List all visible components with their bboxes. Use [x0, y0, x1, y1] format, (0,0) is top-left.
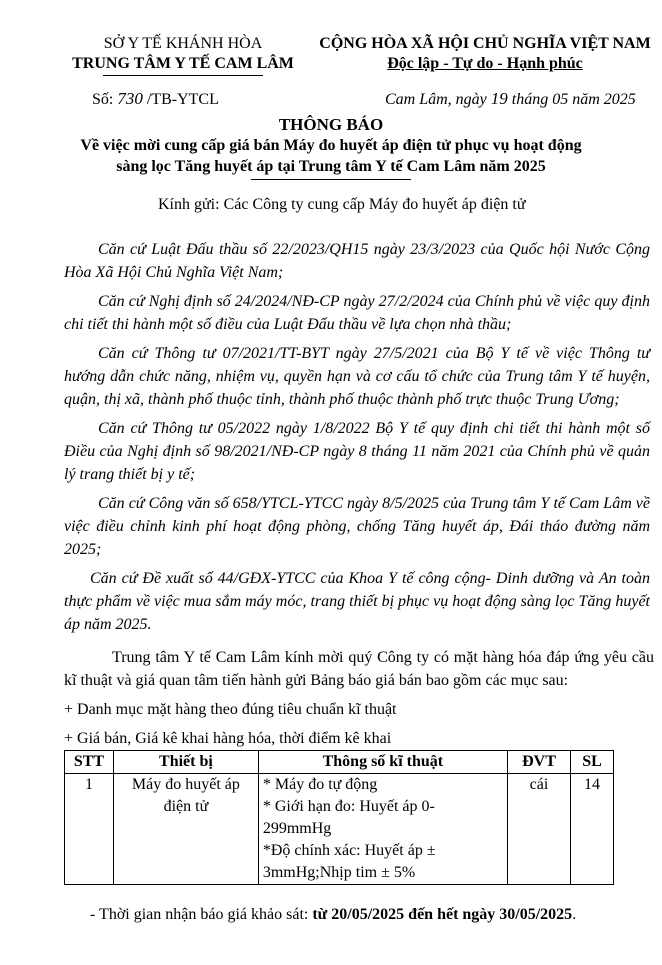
column-header: Thiết bị — [113, 751, 258, 774]
motto: Độc lập - Tự do - Hạnh phúc — [387, 55, 583, 72]
equipment-table — [64, 750, 614, 885]
table-row — [65, 774, 614, 885]
document-date: Cam Lâm, ngày 19 tháng 05 năm 2025 — [385, 89, 636, 108]
legal-basis: Căn cứ Công văn số 658/YTCL-YTCC ngày 8/5/2025 của Trung tâm Y tế Cam Lâm về việc điều chỉnh kinh phí hoạt động phòng, chống Tăng huyết áp, Đái tháo đường năm 2025; — [64, 495, 650, 558]
list-item: + Danh mục mặt hàng theo đúng tiêu chuẩn kĩ thuật — [64, 701, 397, 718]
column-header: ĐVT — [507, 751, 570, 774]
legal-basis: Căn cứ Thông tư 05/2022 ngày 1/8/2022 Bộ Y tế quy định chi tiết thi hành một số Điều của Nghị định số 98/2021/NĐ-CP ngày 8 tháng 11 năm 2021 của Chính phủ về quản lý trang thiết bị y tế; — [64, 420, 650, 483]
legal-bases — [64, 238, 650, 636]
column-header: Thông số kĩ thuật — [258, 751, 507, 774]
agency-underline — [103, 75, 263, 76]
legal-basis: Căn cứ Luật Đấu thầu số 22/2023/QH15 ngày 23/3/2023 của Quốc hội Nước Cộng Hòa Xã Hội Chủ Nghĩa Việt Nam; — [64, 241, 650, 281]
national-header — [318, 34, 652, 74]
invitation-block — [64, 646, 654, 750]
list-item: + Giá bán, Giá kê khai hàng hóa, thời điểm kê khai — [64, 730, 392, 747]
cell-device: Máy đo huyết áp điện tử — [113, 774, 258, 885]
legal-basis: Căn cứ Đề xuất số 44/GĐX-YTCC của Khoa Y tế công cộng- Dinh dưỡng và An toàn thực phẩm về việc mua sắm máy móc, trang thiết bị phục vụ hoạt động sàng lọc Tăng huyết áp năm 2025. — [64, 570, 650, 633]
cell-unit: cái — [507, 774, 570, 885]
document-subject: Về việc mời cung cấp giá bán Máy đo huyết áp điện tử phục vụ hoạt động sàng lọc Tăng huyết áp tại Trung tâm Y tế Cam Lâm năm 2025 — [20, 135, 642, 180]
document-title: THÔNG BÁO — [278, 115, 384, 134]
recipient-line: Kính gửi: Các Công ty cung cấp Máy đo huyết áp điện tử — [158, 196, 526, 213]
country-name: CỘNG HÒA XÃ HỘI CHỦ NGHĨA VIỆT NAM — [319, 35, 651, 52]
document-number: Số: 730 /TB-YTCL — [92, 89, 219, 108]
cell-specs: * Máy đo tự động * Giới hạn đo: Huyết áp 0-299mmHg *Độ chính xác: Huyết áp ± 3mmHg;Nhịp tim ± 5% — [258, 774, 507, 885]
cell-stt: 1 — [65, 774, 114, 885]
parent-agency: SỞ Y TẾ KHÁNH HÒA — [103, 35, 263, 52]
table-header-row — [65, 751, 614, 774]
deadline-value: từ 20/05/2025 đến hết ngày 30/05/2025 — [312, 906, 573, 923]
column-header: STT — [65, 751, 114, 774]
cell-qty: 14 — [571, 774, 614, 885]
agency-name: TRUNG TÂM Y TẾ CAM LÂM — [72, 55, 294, 72]
agency-header — [68, 34, 298, 76]
invitation-text: Trung tâm Y tế Cam Lâm kính mời quý Công ty có mặt hàng hóa đáp ứng yêu cầu kĩ thuật và giá quan tâm tiến hành gửi Bảng báo giá bán bao gồm các mục sau: — [64, 649, 654, 689]
deadline-line: - Thời gian nhận báo giá khảo sát: từ 20/05/2025 đến hết ngày 30/05/2025. — [90, 906, 577, 923]
legal-basis: Căn cứ Nghị định số 24/2024/NĐ-CP ngày 27/2/2024 của Chính phủ về việc quy định chi tiết thi hành một số điều của Luật Đấu thầu về lựa chọn nhà thầu; — [64, 293, 650, 333]
legal-basis: Căn cứ Thông tư 07/2021/TT-BYT ngày 27/5/2021 của Bộ Y tế về việc Thông tư hướng dẫn chức năng, nhiệm vụ, quyền hạn và cơ cấu tổ chức của Trung tâm Y tế huyện, quận, thị xã, thành phố thuộc tỉnh, thành phố thuộc thành phố trực thuộc Trung Ương; — [64, 345, 650, 408]
column-header: SL — [571, 751, 614, 774]
